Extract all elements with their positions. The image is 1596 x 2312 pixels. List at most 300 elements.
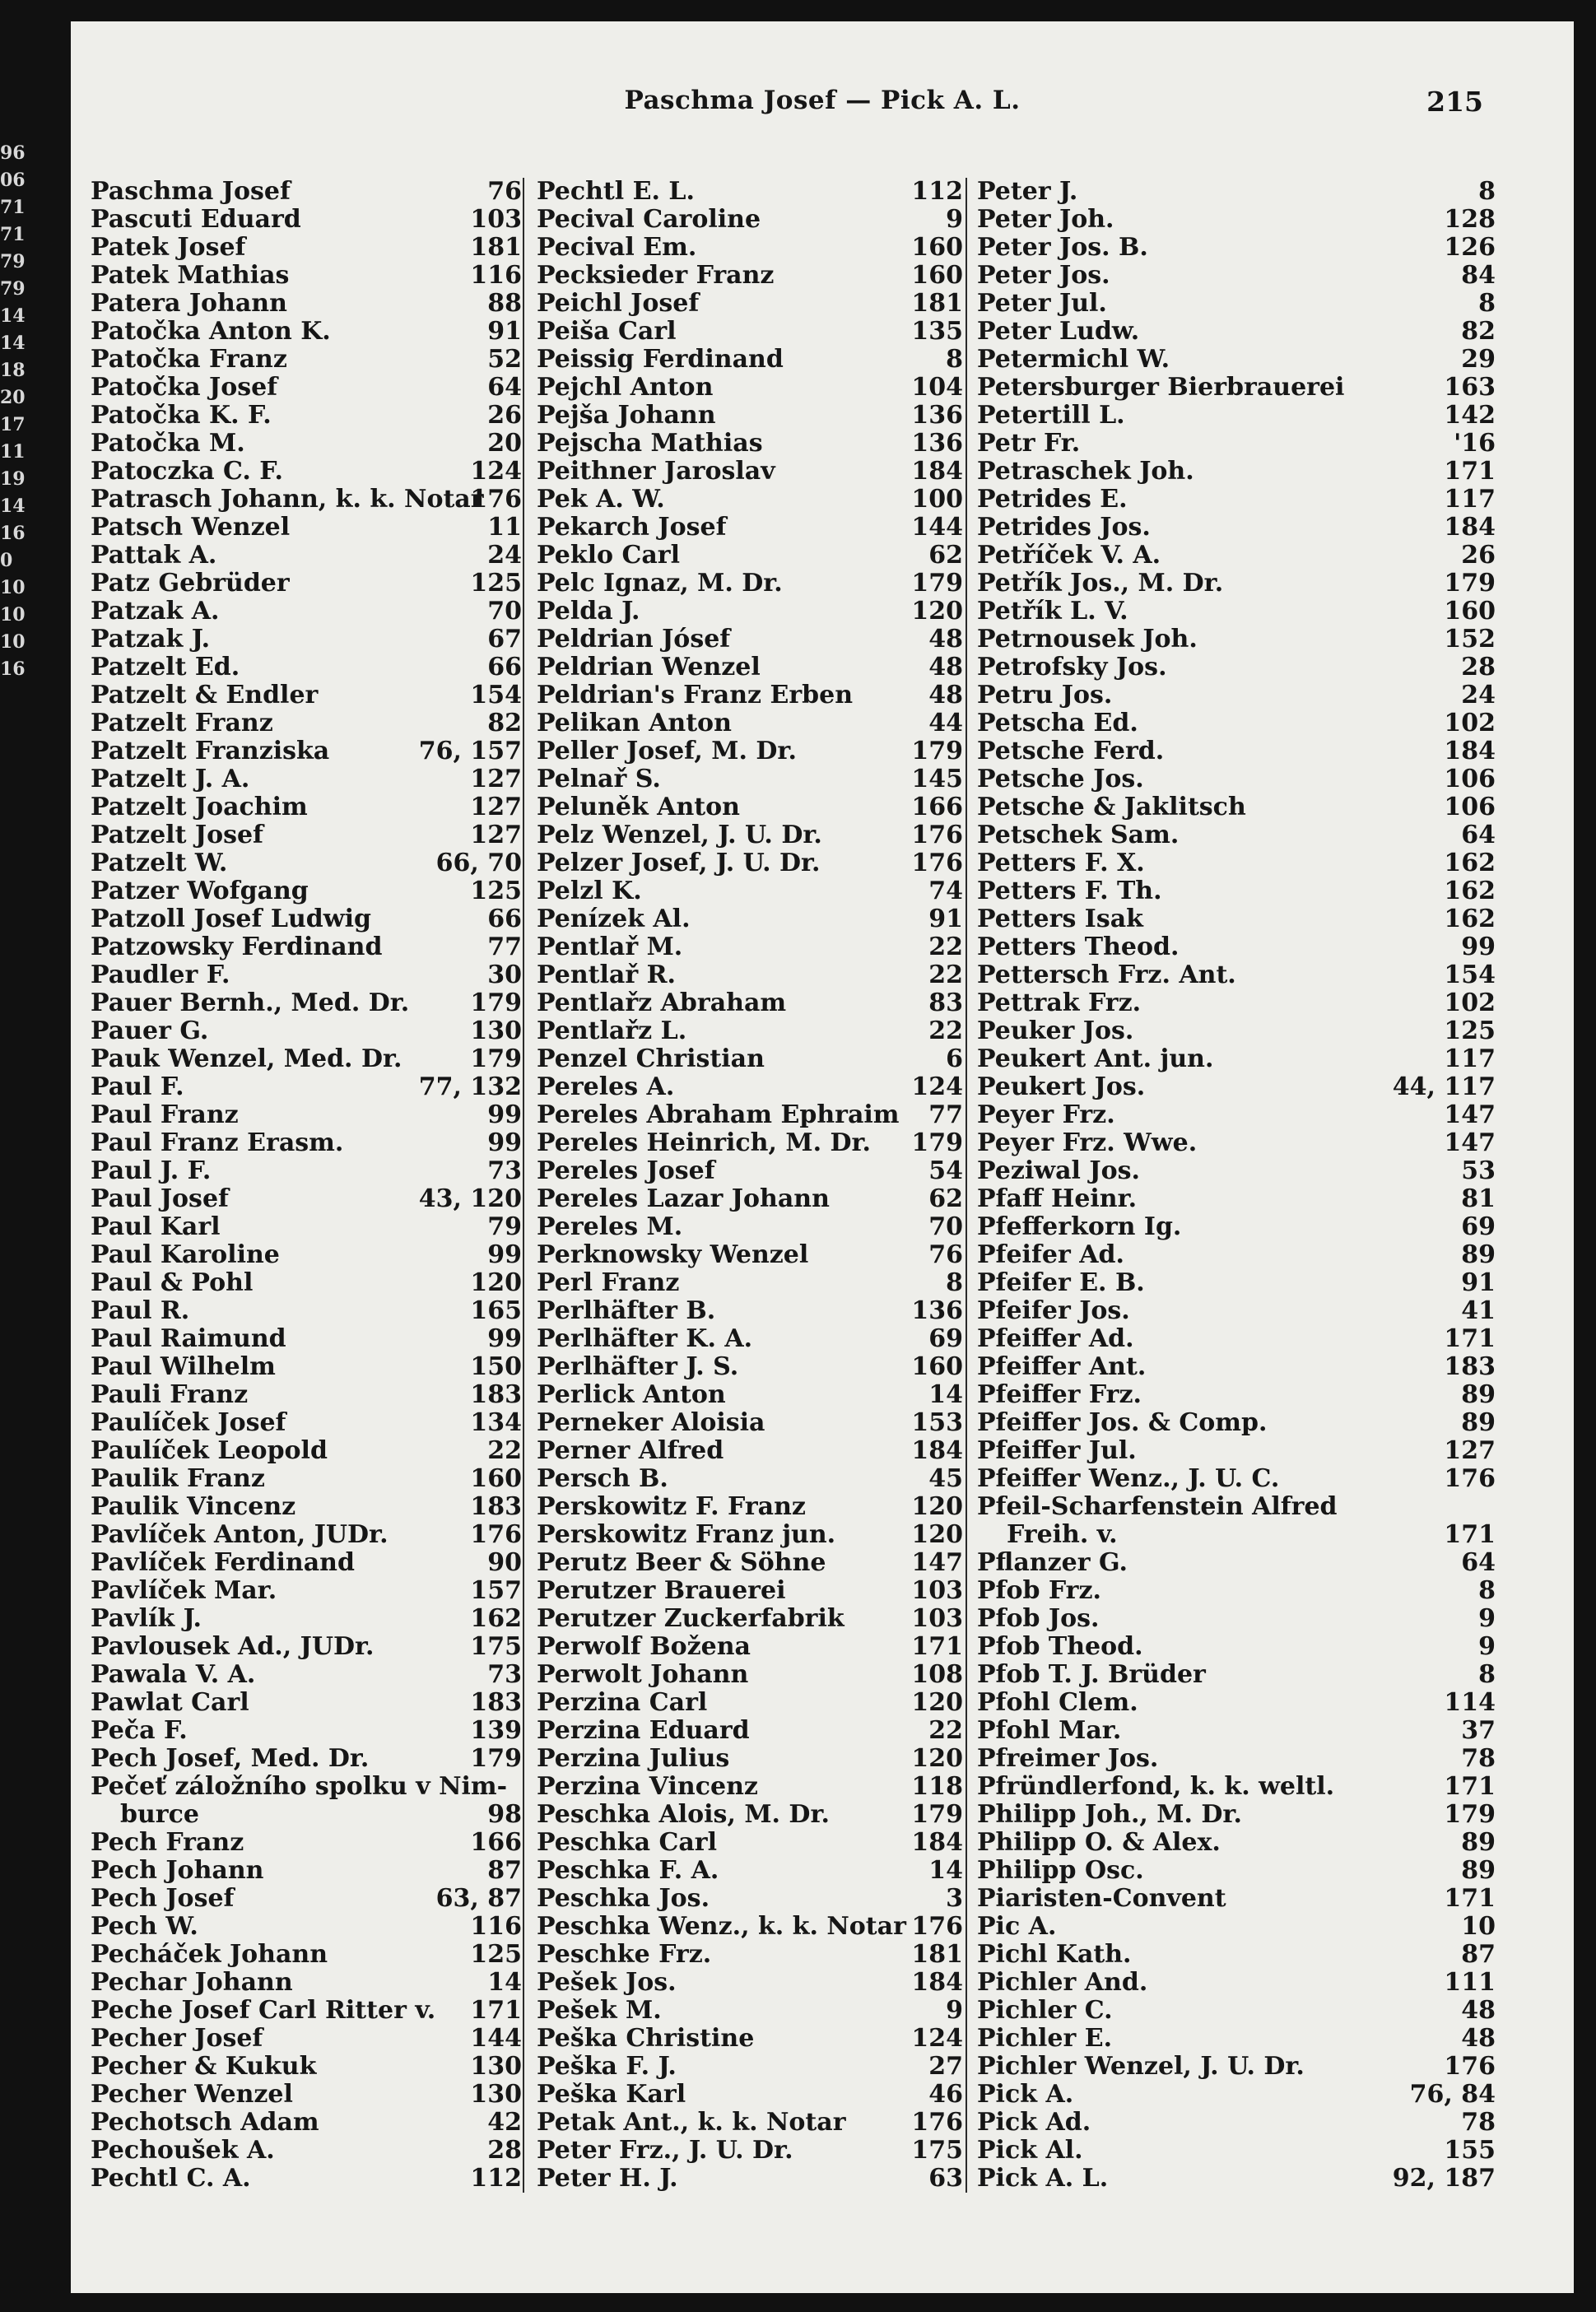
index-entry bbox=[537, 1857, 973, 1885]
entry-name: Pelda J. bbox=[537, 597, 640, 626]
index-entry bbox=[91, 374, 542, 402]
index-entry bbox=[91, 514, 542, 542]
entry-page-ref: 79 bbox=[487, 1212, 522, 1241]
entry-page-ref: 136 bbox=[911, 1296, 963, 1325]
index-entry bbox=[91, 234, 542, 262]
entry-page-ref: 24 bbox=[1461, 681, 1496, 709]
entry-page-ref: 166 bbox=[470, 1828, 522, 1857]
index-entry bbox=[91, 1969, 542, 1997]
index-entry bbox=[537, 1073, 973, 1101]
index-entry bbox=[977, 877, 1496, 905]
entry-name: Petters Theod. bbox=[977, 933, 1180, 961]
entry-name: Patočka Franz bbox=[91, 345, 287, 374]
index-entry bbox=[977, 1717, 1496, 1745]
entry-name: Paul Franz Erasm. bbox=[91, 1128, 344, 1157]
entry-page-ref: 124 bbox=[470, 457, 522, 486]
entry-name: Pfeiffer Ant. bbox=[977, 1352, 1147, 1381]
entry-page-ref: 70 bbox=[487, 597, 522, 626]
entry-page-ref: 139 bbox=[470, 1716, 522, 1745]
entry-name: Petertill L. bbox=[977, 401, 1125, 430]
entry-name: Petters Isak bbox=[977, 905, 1143, 933]
entry-name: Pechotsch Adam bbox=[91, 2108, 319, 2137]
index-entry bbox=[91, 1409, 542, 1437]
entry-name: Pereles Lazar Johann bbox=[537, 1184, 830, 1213]
index-entry bbox=[91, 1493, 542, 1521]
index-entry bbox=[537, 2137, 973, 2165]
entry-name: Paul Karoline bbox=[91, 1240, 280, 1269]
entry-page-ref: 171 bbox=[1444, 1772, 1496, 1801]
index-entry bbox=[977, 1017, 1496, 1045]
entry-name: Pelz Wenzel, J. U. Dr. bbox=[537, 821, 822, 849]
margin-fragment: 14 bbox=[0, 333, 26, 354]
index-entry bbox=[91, 1773, 542, 1801]
entry-page-ref: 128 bbox=[1444, 205, 1496, 234]
entry-name: Pick Ad. bbox=[977, 2108, 1091, 2137]
entry-page-ref: 77 bbox=[928, 1100, 963, 1129]
entry-page-ref: 114 bbox=[1444, 1688, 1496, 1717]
entry-name: Petrnousek Joh. bbox=[977, 625, 1198, 654]
entry-name: Perutzer Brauerei bbox=[537, 1576, 786, 1605]
index-entry bbox=[977, 1689, 1496, 1717]
margin-fragment: 16 bbox=[0, 658, 26, 680]
index-entry bbox=[537, 1633, 973, 1661]
entry-page-ref: 48 bbox=[928, 681, 963, 709]
adjacent-page-margin bbox=[0, 140, 26, 733]
index-entry bbox=[977, 709, 1496, 737]
entry-page-ref: 8 bbox=[1478, 177, 1496, 206]
entry-name: Peter Ludw. bbox=[977, 317, 1140, 346]
margin-fragment: 17 bbox=[0, 414, 26, 435]
entry-page-ref: 91 bbox=[928, 905, 963, 933]
entry-name: Pek A. W. bbox=[537, 485, 665, 514]
entry-page-ref: 162 bbox=[1444, 877, 1496, 905]
entry-name: Paulik Franz bbox=[91, 1464, 265, 1493]
entry-name: Petsche & Jaklitsch bbox=[977, 793, 1246, 821]
entry-page-ref: 176 bbox=[911, 1912, 963, 1941]
index-entry bbox=[91, 682, 542, 709]
index-entry bbox=[91, 1045, 542, 1073]
entry-name: Paul Franz bbox=[91, 1100, 239, 1129]
entry-name: Pech Johann bbox=[91, 1856, 264, 1885]
index-entry bbox=[91, 1325, 542, 1353]
entry-name: Patsch Wenzel bbox=[91, 513, 291, 542]
entry-name: Perneker Aloisia bbox=[537, 1408, 765, 1437]
entry-page-ref: 28 bbox=[1461, 653, 1496, 682]
entry-name: Pichl Kath. bbox=[977, 1940, 1132, 1969]
index-entry bbox=[91, 1549, 542, 1577]
entry-name: Pfeiffer Jos. & Comp. bbox=[977, 1408, 1268, 1437]
entry-page-ref: 125 bbox=[470, 569, 522, 598]
index-entry bbox=[537, 1437, 973, 1465]
index-entry bbox=[977, 1773, 1496, 1801]
index-entry bbox=[977, 682, 1496, 709]
entry-name: Paulik Vincenz bbox=[91, 1492, 296, 1521]
entry-name: Pauer G. bbox=[91, 1016, 209, 1045]
entry-page-ref: 135 bbox=[911, 317, 963, 346]
index-entry bbox=[537, 1689, 973, 1717]
entry-name: Perlhäfter B. bbox=[537, 1296, 716, 1325]
entry-page-ref: 176 bbox=[911, 2108, 963, 2137]
index-entry bbox=[977, 1157, 1496, 1185]
entry-name: Paul & Pohl bbox=[91, 1268, 254, 1297]
entry-page-ref: 183 bbox=[1444, 1352, 1496, 1381]
entry-page-ref: 81 bbox=[1461, 1184, 1496, 1213]
index-entry bbox=[91, 1577, 542, 1605]
entry-page-ref: 103 bbox=[911, 1576, 963, 1605]
entry-name: Patzelt Josef bbox=[91, 821, 263, 849]
entry-page-ref: 181 bbox=[911, 1940, 963, 1969]
index-entry bbox=[977, 1969, 1496, 1997]
index-entry bbox=[537, 682, 973, 709]
index-entry bbox=[91, 1605, 542, 1633]
entry-name: Pichler E. bbox=[977, 2024, 1113, 2053]
entry-name: Pfeiffer Frz. bbox=[977, 1380, 1142, 1409]
index-entry bbox=[91, 1101, 542, 1129]
entry-name: Paulíček Josef bbox=[91, 1408, 286, 1437]
index-entry bbox=[91, 1017, 542, 1045]
index-entry bbox=[977, 654, 1496, 682]
index-entry bbox=[91, 2137, 542, 2165]
entry-page-ref: 89 bbox=[1461, 1408, 1496, 1437]
index-entry bbox=[977, 849, 1496, 877]
entry-name: Petsche Ferd. bbox=[977, 737, 1165, 765]
index-entry bbox=[91, 1381, 542, 1409]
index-entry bbox=[91, 654, 542, 682]
page-header bbox=[71, 86, 1574, 127]
entry-name: Pfefferkorn Ig. bbox=[977, 1212, 1182, 1241]
index-entry bbox=[91, 905, 542, 933]
entry-name: Pecher Wenzel bbox=[91, 2080, 293, 2109]
entry-page-ref: 163 bbox=[1444, 373, 1496, 402]
index-entry bbox=[977, 1633, 1496, 1661]
index-entry bbox=[91, 206, 542, 234]
entry-name: Pelc Ignaz, M. Dr. bbox=[537, 569, 783, 598]
entry-page-ref: 184 bbox=[911, 1828, 963, 1857]
entry-name: burce bbox=[120, 1800, 199, 1829]
entry-name: Paul Raimund bbox=[91, 1324, 286, 1353]
index-entry bbox=[91, 2053, 542, 2081]
index-entry bbox=[977, 1661, 1496, 1689]
entry-page-ref: 102 bbox=[1444, 709, 1496, 737]
index-entry bbox=[91, 1521, 542, 1549]
entry-page-ref: 42 bbox=[487, 2108, 522, 2137]
entry-name: Pfeifer E. B. bbox=[977, 1268, 1145, 1297]
entry-name: Freih. v. bbox=[1007, 1520, 1118, 1549]
entry-name: Perwolt Johann bbox=[537, 1660, 749, 1689]
index-entry bbox=[91, 430, 542, 458]
entry-page-ref: 176 bbox=[470, 485, 522, 514]
entry-name: Peter Jul. bbox=[977, 289, 1107, 318]
index-entry bbox=[977, 318, 1496, 346]
entry-name: Perskowitz Franz jun. bbox=[537, 1520, 836, 1549]
index-entry bbox=[537, 234, 973, 262]
index-entry bbox=[537, 514, 973, 542]
entry-name: Peichl Josef bbox=[537, 289, 700, 318]
entry-page-ref: 104 bbox=[911, 373, 963, 402]
entry-page-ref: 62 bbox=[928, 541, 963, 570]
index-entry bbox=[537, 989, 973, 1017]
entry-page-ref: 66 bbox=[487, 653, 522, 682]
entry-name: Peča F. bbox=[91, 1716, 188, 1745]
index-entry bbox=[537, 849, 973, 877]
entry-name: Pick A. bbox=[977, 2080, 1074, 2109]
index-entry bbox=[537, 1129, 973, 1157]
entry-page-ref: 127 bbox=[470, 821, 522, 849]
index-entry bbox=[977, 486, 1496, 514]
entry-name: Pekarch Josef bbox=[537, 513, 727, 542]
index-entry bbox=[537, 1969, 973, 1997]
index-entry bbox=[977, 1381, 1496, 1409]
index-entry bbox=[537, 1605, 973, 1633]
entry-name: Philipp Joh., M. Dr. bbox=[977, 1800, 1242, 1829]
index-entry bbox=[537, 2081, 973, 2109]
index-entry bbox=[91, 1297, 542, 1325]
entry-name: Pic A. bbox=[977, 1912, 1057, 1941]
entry-name: Perknowsky Wenzel bbox=[537, 1240, 809, 1269]
index-entry bbox=[537, 2109, 973, 2137]
margin-fragment: 71 bbox=[0, 224, 26, 245]
entry-name: Peschka Wenz., k. k. Notar bbox=[537, 1912, 906, 1941]
entry-name: Pereles Abraham Ephraim bbox=[537, 1100, 900, 1129]
index-entry bbox=[977, 1857, 1496, 1885]
index-entry bbox=[91, 1633, 542, 1661]
entry-name: Pfob Jos. bbox=[977, 1604, 1100, 1633]
entry-name: Pecival Caroline bbox=[537, 205, 761, 234]
index-entry bbox=[91, 178, 542, 206]
entry-name: Peschka F. A. bbox=[537, 1856, 719, 1885]
entry-name: Pelikan Anton bbox=[537, 709, 732, 737]
entry-page-ref: 124 bbox=[911, 2024, 963, 2053]
entry-name: Petschek Sam. bbox=[977, 821, 1180, 849]
entry-name: Patzelt Ed. bbox=[91, 653, 240, 682]
entry-page-ref: 184 bbox=[911, 1968, 963, 1997]
index-entry bbox=[537, 402, 973, 430]
index-entry bbox=[91, 318, 542, 346]
entry-page-ref: '16 bbox=[1454, 429, 1496, 458]
entry-name: Patzelt Franz bbox=[91, 709, 273, 737]
entry-page-ref: 87 bbox=[1461, 1940, 1496, 1969]
entry-name: Paul F. bbox=[91, 1072, 184, 1101]
entry-name: Peukert Ant. jun. bbox=[977, 1044, 1214, 1073]
entry-page-ref: 154 bbox=[470, 681, 522, 709]
entry-page-ref: 184 bbox=[1444, 513, 1496, 542]
entry-name: Peldrian Jósef bbox=[537, 625, 731, 654]
entry-name: Pick A. L. bbox=[977, 2164, 1109, 2193]
entry-page-ref: 176 bbox=[470, 1520, 522, 1549]
index-entry bbox=[91, 737, 542, 765]
entry-page-ref: 124 bbox=[911, 1072, 963, 1101]
entry-name: Philipp O. & Alex. bbox=[977, 1828, 1221, 1857]
entry-name: Perutz Beer & Söhne bbox=[537, 1548, 826, 1577]
index-entry bbox=[977, 989, 1496, 1017]
entry-name: Pfeifer Jos. bbox=[977, 1296, 1130, 1325]
index-entry bbox=[977, 1213, 1496, 1241]
entry-page-ref: 76 bbox=[928, 1240, 963, 1269]
entry-page-ref: 89 bbox=[1461, 1240, 1496, 1269]
index-entry bbox=[91, 1157, 542, 1185]
entry-page-ref: 26 bbox=[487, 401, 522, 430]
index-entry bbox=[537, 1325, 973, 1353]
entry-page-ref: 99 bbox=[1461, 933, 1496, 961]
index-entry bbox=[91, 2081, 542, 2109]
entry-page-ref: 176 bbox=[1444, 1464, 1496, 1493]
entry-name: Patoczka C. F. bbox=[91, 457, 283, 486]
entry-name: Pfob T. J. Brüder bbox=[977, 1660, 1206, 1689]
index-entry bbox=[977, 514, 1496, 542]
entry-page-ref: 155 bbox=[1444, 2136, 1496, 2165]
entry-page-ref: 26 bbox=[1461, 541, 1496, 570]
index-entry bbox=[537, 598, 973, 626]
entry-name: Pauli Franz bbox=[91, 1380, 249, 1409]
entry-name: Petsche Jos. bbox=[977, 765, 1144, 793]
entry-name: Pavlíček Ferdinand bbox=[91, 1548, 355, 1577]
entry-page-ref: 125 bbox=[1444, 1016, 1496, 1045]
entry-page-ref: 165 bbox=[470, 1296, 522, 1325]
entry-page-ref: 89 bbox=[1461, 1828, 1496, 1857]
index-entry bbox=[537, 1297, 973, 1325]
entry-name: Perl Franz bbox=[537, 1268, 680, 1297]
index-entry bbox=[977, 905, 1496, 933]
entry-page-ref: 171 bbox=[1444, 1324, 1496, 1353]
entry-name: Petters F. X. bbox=[977, 849, 1145, 877]
entry-name: Petersburger Bierbrauerei bbox=[977, 373, 1345, 402]
index-entry bbox=[977, 1801, 1496, 1829]
index-entry bbox=[537, 542, 973, 570]
entry-name: Patzer Wofgang bbox=[91, 877, 309, 905]
entry-name: Peter J. bbox=[977, 177, 1078, 206]
entry-page-ref: 181 bbox=[470, 233, 522, 262]
index-entry bbox=[537, 1549, 973, 1577]
entry-page-ref: 179 bbox=[1444, 1800, 1496, 1829]
entry-page-ref: 102 bbox=[1444, 989, 1496, 1017]
entry-page-ref: 82 bbox=[1461, 317, 1496, 346]
entry-name: Pavlíček Anton, JUDr. bbox=[91, 1520, 389, 1549]
entry-name: Peter Frz., J. U. Dr. bbox=[537, 2136, 793, 2165]
index-entry bbox=[977, 262, 1496, 290]
entry-name: Pejscha Mathias bbox=[537, 429, 763, 458]
entry-name: Patzelt Franziska bbox=[91, 737, 330, 765]
entry-page-ref: 62 bbox=[928, 1184, 963, 1213]
entry-name: Petr Fr. bbox=[977, 429, 1081, 458]
entry-name: Patzelt & Endler bbox=[91, 681, 319, 709]
index-entry bbox=[537, 1577, 973, 1605]
entry-page-ref: 171 bbox=[911, 1632, 963, 1661]
index-entry bbox=[977, 1745, 1496, 1773]
index-entry bbox=[91, 346, 542, 374]
entry-name: Pfründlerfond, k. k. weltl. bbox=[977, 1772, 1335, 1801]
margin-fragment: 96 bbox=[0, 142, 26, 164]
entry-name: Pech Josef, Med. Dr. bbox=[91, 1744, 370, 1773]
margin-fragment: 79 bbox=[0, 278, 26, 300]
index-entry bbox=[977, 1353, 1496, 1381]
entry-page-ref: 171 bbox=[1444, 1884, 1496, 1913]
entry-name: Pejša Johann bbox=[537, 401, 716, 430]
entry-name: Perlhäfter J. S. bbox=[537, 1352, 739, 1381]
entry-page-ref: 171 bbox=[1444, 1520, 1496, 1549]
entry-name: Perlick Anton bbox=[537, 1380, 726, 1409]
index-entry bbox=[537, 570, 973, 598]
index-entry bbox=[977, 933, 1496, 961]
entry-page-ref: 147 bbox=[1444, 1128, 1496, 1157]
entry-page-ref: 11 bbox=[487, 513, 522, 542]
index-entry bbox=[537, 961, 973, 989]
entry-name: Pentlařz L. bbox=[537, 1016, 687, 1045]
entry-name: Pick Al. bbox=[977, 2136, 1083, 2165]
entry-page-ref: 99 bbox=[487, 1240, 522, 1269]
index-entry bbox=[537, 1465, 973, 1493]
entry-name: Perlhäfter K. A. bbox=[537, 1324, 753, 1353]
entry-name: Pech W. bbox=[91, 1912, 198, 1941]
entry-page-ref: 117 bbox=[1444, 485, 1496, 514]
entry-page-ref: 24 bbox=[487, 541, 522, 570]
entry-name: Pattak A. bbox=[91, 541, 217, 570]
entry-name: Pecháček Johann bbox=[91, 1940, 328, 1969]
running-title: Paschma Josef — Pick A. L. bbox=[624, 86, 1021, 115]
entry-page-ref: 130 bbox=[470, 2080, 522, 2109]
index-entry bbox=[977, 1073, 1496, 1101]
entry-name: Petřík L. V. bbox=[977, 597, 1128, 626]
entry-page-ref: 63 bbox=[928, 2164, 963, 2193]
entry-page-ref: 89 bbox=[1461, 1856, 1496, 1885]
entry-page-ref: 9 bbox=[1478, 1604, 1496, 1633]
entry-name: Patočka M. bbox=[91, 429, 245, 458]
entry-name: Pfeifer Ad. bbox=[977, 1240, 1124, 1269]
index-entry bbox=[977, 1549, 1496, 1577]
entry-page-ref: 22 bbox=[928, 961, 963, 989]
index-entry bbox=[91, 1745, 542, 1773]
index-entry bbox=[977, 2137, 1496, 2165]
entry-page-ref: 98 bbox=[487, 1800, 522, 1829]
index-entry bbox=[977, 1577, 1496, 1605]
margin-fragment: 10 bbox=[0, 631, 26, 653]
index-entry bbox=[91, 793, 542, 821]
entry-name: Patrasch Johann, k. k. Notar bbox=[91, 485, 484, 514]
entry-page-ref: 175 bbox=[470, 1632, 522, 1661]
entry-page-ref: 74 bbox=[928, 877, 963, 905]
entry-name: Peška Karl bbox=[537, 2080, 686, 2109]
entry-page-ref: 83 bbox=[928, 989, 963, 1017]
index-entry bbox=[977, 178, 1496, 206]
index-entry bbox=[977, 1465, 1496, 1493]
index-entry bbox=[977, 1829, 1496, 1857]
entry-name: Paul Josef bbox=[91, 1184, 229, 1213]
entry-page-ref: 6 bbox=[946, 1044, 963, 1073]
entry-name: Perzina Vincenz bbox=[537, 1772, 758, 1801]
entry-name: Peschka Alois, M. Dr. bbox=[537, 1800, 830, 1829]
entry-page-ref: 22 bbox=[487, 1436, 522, 1465]
index-entry bbox=[537, 1521, 973, 1549]
index-entry bbox=[537, 430, 973, 458]
entry-name: Pentlař M. bbox=[537, 933, 683, 961]
entry-name: Petrides Jos. bbox=[977, 513, 1151, 542]
index-entry bbox=[977, 737, 1496, 765]
entry-page-ref: 87 bbox=[487, 1856, 522, 1885]
entry-page-ref: 29 bbox=[1461, 345, 1496, 374]
index-entry bbox=[537, 2025, 973, 2053]
index-entry bbox=[977, 1129, 1496, 1157]
entry-page-ref: 127 bbox=[1444, 1436, 1496, 1465]
index-entry bbox=[91, 1829, 542, 1857]
entry-page-ref: 176 bbox=[1444, 2052, 1496, 2081]
entry-name: Pecher & Kukuk bbox=[91, 2052, 317, 2081]
entry-page-ref: 64 bbox=[1461, 821, 1496, 849]
entry-page-ref: 8 bbox=[946, 1268, 963, 1297]
index-entry bbox=[977, 1521, 1496, 1549]
entry-name: Perzina Julius bbox=[537, 1744, 730, 1773]
entry-page-ref: 116 bbox=[470, 261, 522, 290]
entry-name: Pejchl Anton bbox=[537, 373, 714, 402]
entry-page-ref: 179 bbox=[470, 1744, 522, 1773]
